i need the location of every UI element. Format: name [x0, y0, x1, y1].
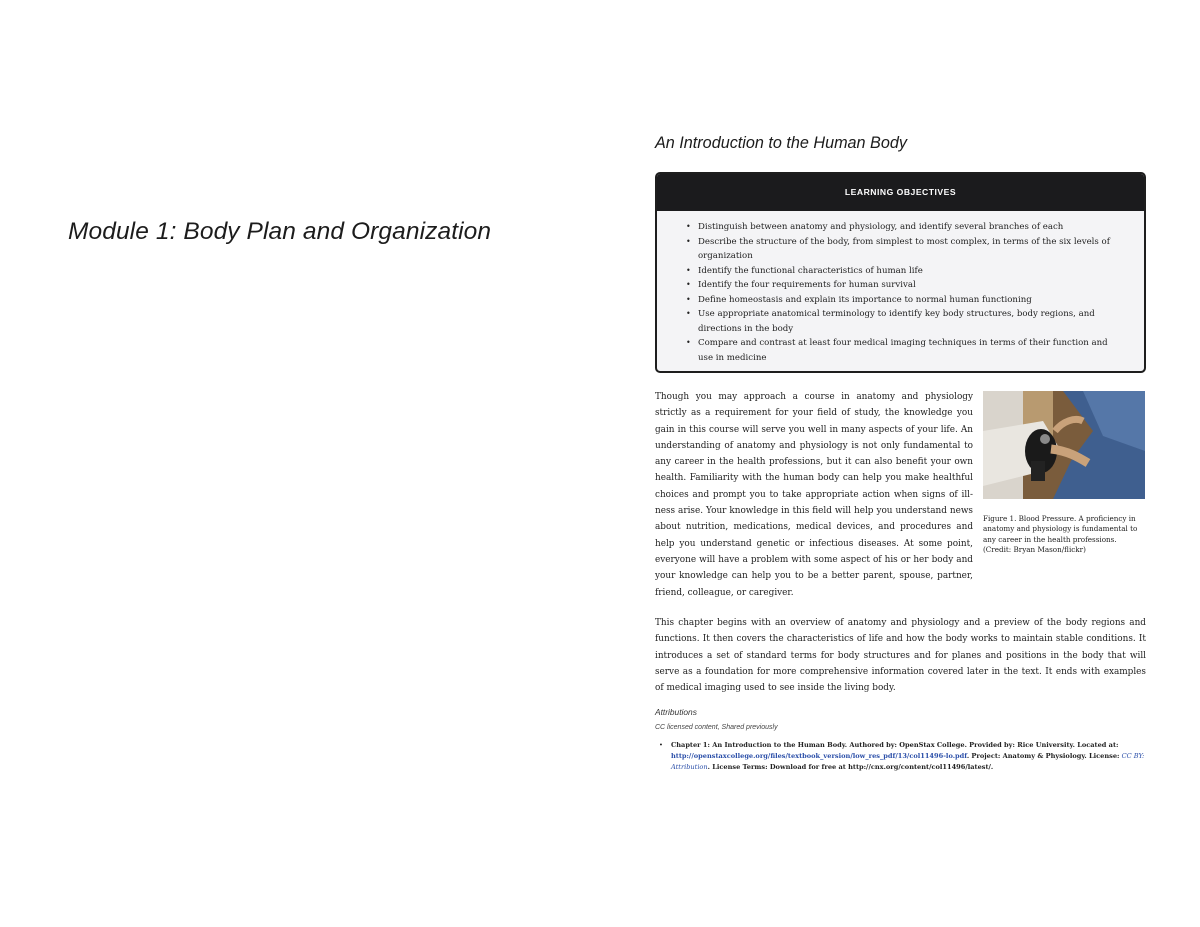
- figure-blood-pressure: [983, 391, 1145, 556]
- list-item-text: Describe the structure of the body, from simplest to most complex, in terms of the six levels of organization: [698, 236, 1110, 261]
- list-item: [685, 278, 1114, 293]
- attribution-lead: Chapter 1: An Introduction to the Human Body. Authored by: OpenStax College. Provided by: Rice University. Located at:: [671, 741, 1119, 750]
- list-item: [685, 336, 1114, 365]
- list-item: [685, 220, 1114, 235]
- list-item-text: Use appropriate anatomical terminology to identify key body structures, body regions, and directions in the body: [698, 309, 1095, 334]
- list-item: [685, 264, 1114, 279]
- bullet-icon: •: [659, 741, 663, 750]
- bullet-icon: •: [686, 338, 691, 347]
- bullet-icon: •: [686, 280, 691, 289]
- bullet-icon: •: [686, 265, 691, 275]
- list-item-text: Define homeostasis and explain its importance to normal human functioning: [698, 294, 1032, 305]
- module-title: Module 1: Body Plan and Organization: [68, 218, 492, 245]
- list-item-text: Identify the four requirements for human survival: [698, 280, 916, 290]
- attributions-heading: Attributions: [655, 707, 697, 718]
- attributions-subheading: CC licensed content, Shared previously: [655, 724, 778, 732]
- bullet-icon: •: [686, 222, 691, 231]
- blood-pressure-photo: [983, 391, 1145, 499]
- intro-paragraph: Though you may approach a course in anatomy and physiology strictly as a requirement for your field of study, the knowledge you gain in this course will serve you well in many aspects of your life. An understanding of anatomy and physiology is not only fundamental to any career in the health professions, but it can also benefit your own health. Familiarity with the human body can help you make healthful choices and prompt you to take appropriate action when signs of illness arise. Your knowledge in this field will help you understand news about nutrition, medications, medical devices, and procedures and help you understand genetic or infectious diseases. At some point, everyone will have a problem with some aspect of his or her body and your knowledge can help you to be a better parent, spouse, partner, friend, colleague, or caregiver.: [655, 392, 973, 598]
- list-item-text: Distinguish between anatomy and physiology, and identify several branches of each: [698, 222, 1064, 232]
- attributions-list: [655, 740, 1146, 773]
- attribution-project: . Project: Anatomy & Physiology. License:: [966, 752, 1120, 761]
- list-item-text: Compare and contrast at least four medical imaging techniques in terms of their function and use in medicine: [698, 338, 1108, 363]
- photo-illustration: [983, 391, 1145, 499]
- attribution-terms: . License Terms: Download for free at http://cnx.org/content/col11496/latest/.: [707, 763, 994, 772]
- bullet-icon: •: [686, 309, 691, 318]
- learning-objectives-box: [655, 172, 1146, 373]
- chapter-title: An Introduction to the Human Body: [655, 134, 907, 152]
- figure-caption: Figure 1. Blood Pressure. A proficiency in anatomy and physiology is fundamental to any career in the health professions. (Credit: Bryan Mason/flickr): [983, 514, 1138, 555]
- list-item: [659, 740, 1146, 773]
- bullet-icon: •: [686, 294, 691, 304]
- list-item-text: Identify the functional characteristics of human life: [698, 265, 923, 276]
- chapter-overview-paragraph: This chapter begins with an overview of anatomy and physiology and a preview of the body regions and functions. It then covers the characteristics of life and how the body works to maintain stable conditions. It introduces a set of standard terms for body structures and for planes and positions in the body that will serve as a foundation for more comprehensive information covered later in the text. It ends with examples of medical imaging used to see inside the living body.: [655, 618, 1146, 694]
- bullet-icon: •: [686, 236, 691, 246]
- learning-objectives-list: [657, 211, 1144, 371]
- list-item: [685, 307, 1114, 336]
- license-link[interactable]: CC BY: Attribution: [671, 752, 1145, 772]
- learning-objectives-heading: LEARNING OBJECTIVES: [657, 174, 1144, 211]
- list-item: [685, 235, 1114, 264]
- list-item: [685, 293, 1114, 308]
- intro-section: [655, 389, 1146, 603]
- source-link[interactable]: http://openstaxcollege.org/files/textbook_version/low_res_pdf/13/col11496-lo.pdf: [671, 752, 967, 761]
- chapter-page: [655, 134, 1146, 773]
